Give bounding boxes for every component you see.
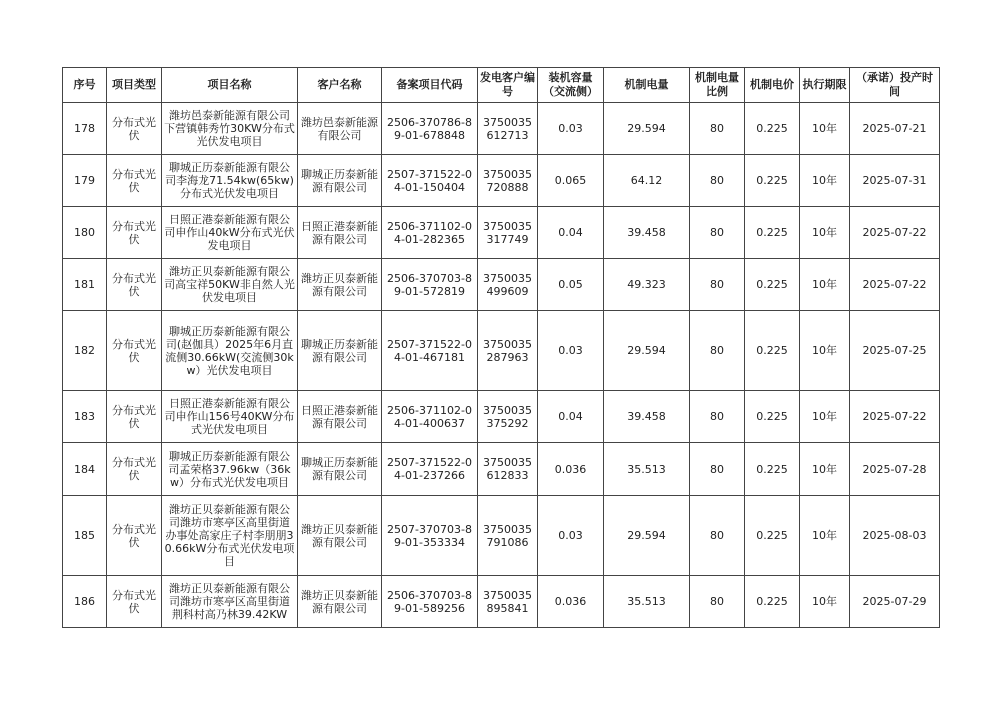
cell-name: 聊城正历泰新能源有限公司李海龙71.54kw(65kw)分布式光伏发电项目 (162, 155, 298, 207)
header-term: 执行期限 (800, 68, 850, 103)
cell-customer: 日照正港泰新能源有限公司 (298, 391, 382, 443)
cell-no: 181 (63, 259, 107, 311)
cell-code: 2507-370703-89-01-353334 (382, 496, 478, 576)
header-price: 机制电价 (745, 68, 800, 103)
cell-name: 日照正港泰新能源有限公司申作山40kW分布式光伏发电项目 (162, 207, 298, 259)
cell-type: 分布式光伏 (107, 496, 162, 576)
cell-energy: 49.323 (604, 259, 690, 311)
cell-term: 10年 (800, 391, 850, 443)
header-energy: 机制电量 (604, 68, 690, 103)
cell-ratio: 80 (690, 207, 745, 259)
cell-name: 潍坊正贝泰新能源有限公司潍坊市寒亭区高里街道办事处高家庄子村李朋朋30.66kW分布式光伏发电项目 (162, 496, 298, 576)
cell-name: 潍坊正贝泰新能源有限公司高宝祥50KW非自然人光伏发电项目 (162, 259, 298, 311)
table-row (63, 207, 940, 259)
cell-account: 3750035287963 (478, 311, 538, 391)
cell-term: 10年 (800, 311, 850, 391)
cell-type: 分布式光伏 (107, 443, 162, 496)
cell-date: 2025-07-22 (850, 391, 940, 443)
cell-customer: 聊城正历泰新能源有限公司 (298, 311, 382, 391)
cell-ratio: 80 (690, 443, 745, 496)
header-code: 备案项目代码 (382, 68, 478, 103)
cell-term: 10年 (800, 576, 850, 628)
cell-term: 10年 (800, 155, 850, 207)
cell-date: 2025-07-29 (850, 576, 940, 628)
table-row (63, 155, 940, 207)
cell-ratio: 80 (690, 391, 745, 443)
cell-type: 分布式光伏 (107, 311, 162, 391)
cell-ratio: 80 (690, 576, 745, 628)
cell-ratio: 80 (690, 311, 745, 391)
table-row (63, 496, 940, 576)
cell-energy: 35.513 (604, 443, 690, 496)
cell-capacity: 0.03 (538, 311, 604, 391)
cell-no: 179 (63, 155, 107, 207)
cell-customer: 潍坊邑泰新能源有限公司 (298, 103, 382, 155)
cell-code: 2506-370703-89-01-572819 (382, 259, 478, 311)
cell-name: 聊城正历泰新能源有限公司孟荣格37.96kw（36kw）分布式光伏发电项目 (162, 443, 298, 496)
cell-no: 178 (63, 103, 107, 155)
cell-type: 分布式光伏 (107, 155, 162, 207)
cell-term: 10年 (800, 496, 850, 576)
cell-no: 180 (63, 207, 107, 259)
cell-type: 分布式光伏 (107, 207, 162, 259)
cell-capacity: 0.03 (538, 496, 604, 576)
cell-capacity: 0.036 (538, 576, 604, 628)
table-row (63, 259, 940, 311)
cell-code: 2506-371102-04-01-400637 (382, 391, 478, 443)
cell-customer: 聊城正历泰新能源有限公司 (298, 155, 382, 207)
cell-date: 2025-07-28 (850, 443, 940, 496)
cell-name: 潍坊正贝泰新能源有限公司潍坊市寒亭区高里街道荆科村高乃林39.42KW (162, 576, 298, 628)
cell-code: 2506-370786-89-01-678848 (382, 103, 478, 155)
header-type: 项目类型 (107, 68, 162, 103)
cell-energy: 39.458 (604, 391, 690, 443)
cell-term: 10年 (800, 103, 850, 155)
cell-price: 0.225 (745, 311, 800, 391)
cell-no: 182 (63, 311, 107, 391)
cell-account: 3750035612833 (478, 443, 538, 496)
project-table (62, 67, 940, 628)
cell-energy: 29.594 (604, 311, 690, 391)
cell-energy: 39.458 (604, 207, 690, 259)
cell-customer: 潍坊正贝泰新能源有限公司 (298, 496, 382, 576)
cell-code: 2507-371522-04-01-467181 (382, 311, 478, 391)
cell-type: 分布式光伏 (107, 259, 162, 311)
cell-no: 186 (63, 576, 107, 628)
cell-account: 3750035895841 (478, 576, 538, 628)
cell-capacity: 0.03 (538, 103, 604, 155)
cell-customer: 聊城正历泰新能源有限公司 (298, 443, 382, 496)
cell-account: 3750035791086 (478, 496, 538, 576)
cell-term: 10年 (800, 443, 850, 496)
cell-date: 2025-07-22 (850, 259, 940, 311)
cell-ratio: 80 (690, 103, 745, 155)
table-header-row (63, 68, 940, 103)
cell-price: 0.225 (745, 103, 800, 155)
cell-account: 3750035375292 (478, 391, 538, 443)
cell-capacity: 0.05 (538, 259, 604, 311)
cell-customer: 潍坊正贝泰新能源有限公司 (298, 576, 382, 628)
cell-account: 3750035317749 (478, 207, 538, 259)
cell-energy: 29.594 (604, 496, 690, 576)
cell-type: 分布式光伏 (107, 391, 162, 443)
cell-no: 185 (63, 496, 107, 576)
header-ratio: 机制电量比例 (690, 68, 745, 103)
cell-code: 2507-371522-04-01-237266 (382, 443, 478, 496)
header-date: （承诺）投产时间 (850, 68, 940, 103)
cell-name: 聊城正历泰新能源有限公司(赵伽具）2025年6月直流侧30.66kW(交流侧30kw）光伏发电项目 (162, 311, 298, 391)
cell-price: 0.225 (745, 155, 800, 207)
cell-ratio: 80 (690, 259, 745, 311)
header-account: 发电客户编号 (478, 68, 538, 103)
cell-date: 2025-07-21 (850, 103, 940, 155)
table-row (63, 311, 940, 391)
cell-code: 2506-370703-89-01-589256 (382, 576, 478, 628)
cell-capacity: 0.065 (538, 155, 604, 207)
cell-capacity: 0.04 (538, 207, 604, 259)
cell-price: 0.225 (745, 391, 800, 443)
cell-type: 分布式光伏 (107, 576, 162, 628)
cell-term: 10年 (800, 207, 850, 259)
cell-price: 0.225 (745, 443, 800, 496)
cell-capacity: 0.036 (538, 443, 604, 496)
header-name: 项目名称 (162, 68, 298, 103)
cell-type: 分布式光伏 (107, 103, 162, 155)
cell-account: 3750035720888 (478, 155, 538, 207)
cell-date: 2025-07-22 (850, 207, 940, 259)
table-row (63, 391, 940, 443)
cell-date: 2025-08-03 (850, 496, 940, 576)
cell-ratio: 80 (690, 155, 745, 207)
cell-price: 0.225 (745, 496, 800, 576)
cell-capacity: 0.04 (538, 391, 604, 443)
cell-no: 183 (63, 391, 107, 443)
cell-date: 2025-07-31 (850, 155, 940, 207)
cell-code: 2506-371102-04-01-282365 (382, 207, 478, 259)
cell-customer: 日照正港泰新能源有限公司 (298, 207, 382, 259)
cell-account: 3750035499609 (478, 259, 538, 311)
cell-ratio: 80 (690, 496, 745, 576)
header-no: 序号 (63, 68, 107, 103)
cell-energy: 64.12 (604, 155, 690, 207)
header-customer: 客户名称 (298, 68, 382, 103)
cell-name: 日照正港泰新能源有限公司申作山156号40KW分布式光伏发电项目 (162, 391, 298, 443)
cell-code: 2507-371522-04-01-150404 (382, 155, 478, 207)
cell-account: 3750035612713 (478, 103, 538, 155)
cell-date: 2025-07-25 (850, 311, 940, 391)
table-row (63, 443, 940, 496)
header-capacity: 装机容量（交流侧） (538, 68, 604, 103)
cell-price: 0.225 (745, 259, 800, 311)
cell-name: 潍坊邑泰新能源有限公司下营镇韩秀竹30KW分布式光伏发电项目 (162, 103, 298, 155)
cell-price: 0.225 (745, 207, 800, 259)
cell-energy: 29.594 (604, 103, 690, 155)
cell-term: 10年 (800, 259, 850, 311)
cell-price: 0.225 (745, 576, 800, 628)
cell-energy: 35.513 (604, 576, 690, 628)
cell-no: 184 (63, 443, 107, 496)
cell-customer: 潍坊正贝泰新能源有限公司 (298, 259, 382, 311)
table-row (63, 103, 940, 155)
table-row (63, 576, 940, 628)
